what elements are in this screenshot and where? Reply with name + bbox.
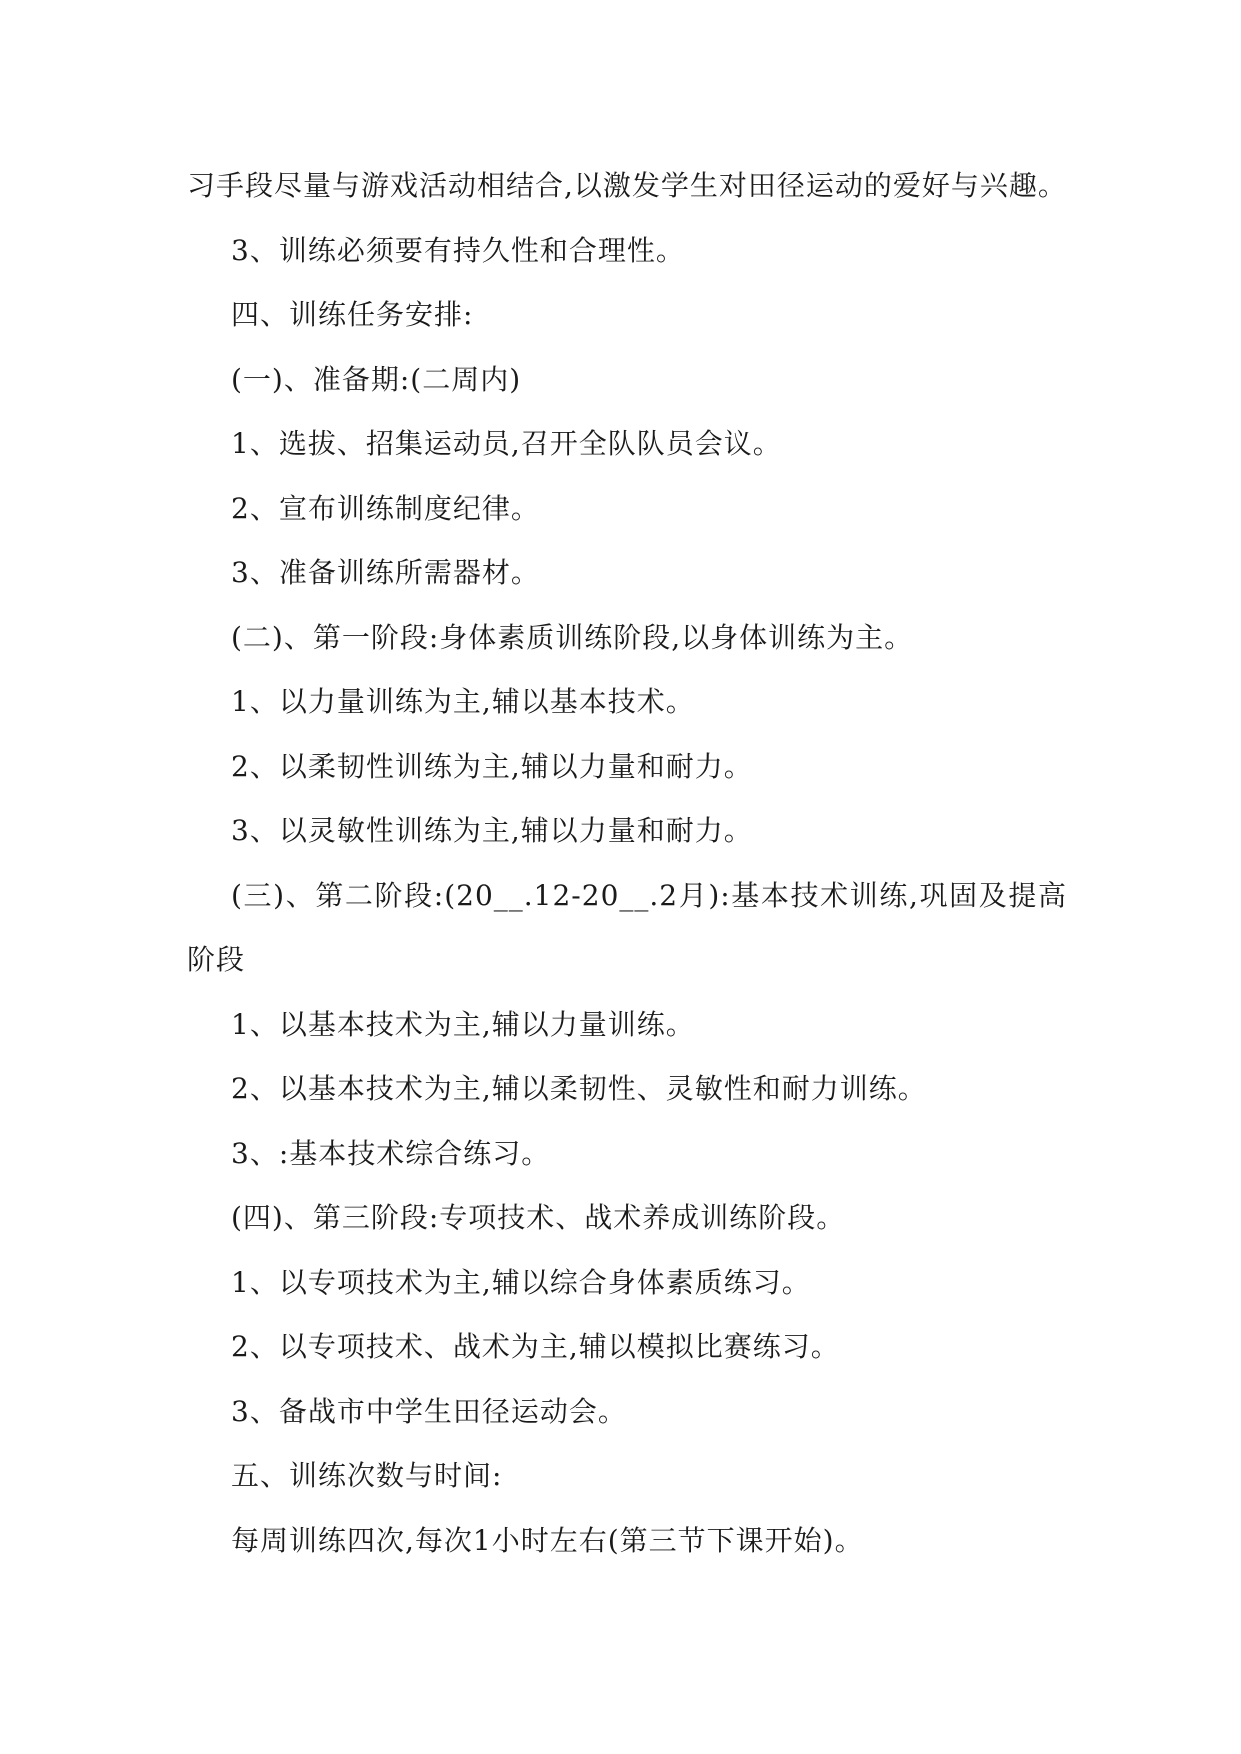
paragraph-item: 3、以灵敏性训练为主,辅以力量和耐力。: [231, 814, 753, 847]
paragraph-item: 3、准备训练所需器材。: [231, 556, 540, 589]
paragraph-item: 2、宣布训练制度纪律。: [231, 491, 540, 525]
paragraph-item: 1、以专项技术为主,辅以综合身体素质练习。: [231, 1265, 811, 1299]
paragraph-item: 1、以基本技术为主,辅以力量训练。: [231, 1007, 695, 1041]
subsection-heading: (四)、第三阶段:专项技术、战术养成训练阶段。: [231, 1201, 846, 1234]
paragraph-continuation: 习手段尽量与游戏活动相结合,以激发学生对田径运动的爱好与兴趣。: [187, 169, 1067, 202]
paragraph-item: 3、备战市中学生田径运动会。: [231, 1394, 627, 1428]
paragraph-item: 1、选拔、招集运动员,召开全队队员会议。: [231, 427, 782, 460]
paragraph-item: 2、以柔韧性训练为主,辅以力量和耐力。: [231, 749, 753, 783]
subsection-heading: (二)、第一阶段:身体素质训练阶段,以身体训练为主。: [231, 620, 914, 654]
paragraph-item: 2、以基本技术为主,辅以柔韧性、灵敏性和耐力训练。: [231, 1072, 927, 1105]
section-heading: 四、训练任务安排:: [231, 298, 474, 331]
paragraph-item: 1、以力量训练为主,辅以基本技术。: [231, 685, 695, 718]
paragraph-item: 每周训练四次,每次1小时左右(第三节下课开始)。: [231, 1523, 864, 1557]
document-body: [187, 154, 1067, 1573]
section-heading: 五、训练次数与时间:: [231, 1459, 503, 1492]
subsection-heading: (一)、准备期:(二周内): [231, 362, 522, 396]
paragraph-item: 3、:基本技术综合练习。: [231, 1136, 551, 1170]
subsection-heading: (三)、第二阶段:(20__.12-20__.2月):基本技术训练,巩固及提高阶段: [187, 878, 1067, 976]
paragraph-item: 2、以专项技术、战术为主,辅以模拟比赛练习。: [231, 1330, 840, 1363]
paragraph-item: 3、训练必须要有持久性和合理性。: [231, 233, 685, 267]
